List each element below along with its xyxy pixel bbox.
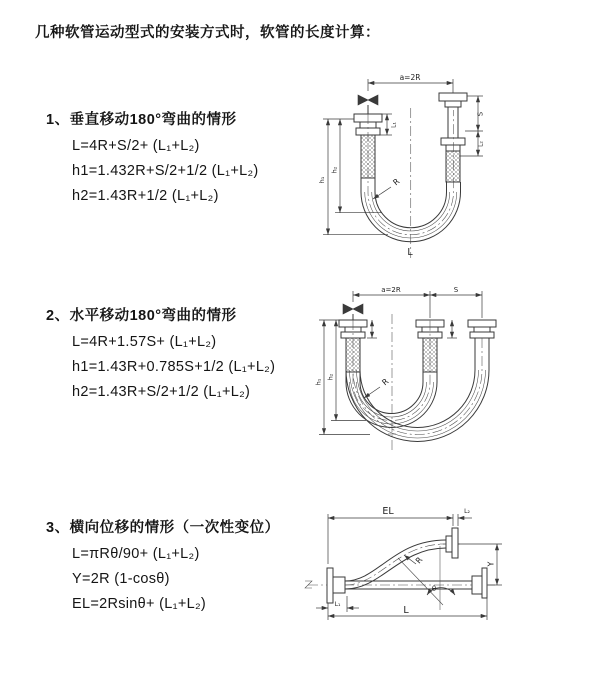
dim-label-l: L <box>403 605 409 616</box>
dim-label-h2: h₂ <box>330 166 339 174</box>
section-horizontal-motion <box>46 304 275 405</box>
d3-curved-hose <box>345 540 446 589</box>
d1-dim-h1-h2 <box>318 119 388 235</box>
radius-label: R <box>391 176 402 188</box>
d1-dim-a2r <box>368 73 453 93</box>
d3-angle-theta <box>398 546 455 610</box>
radius-label: R <box>380 376 391 388</box>
d1-dim-l1 <box>380 114 398 135</box>
d1-radius-leader <box>373 177 402 199</box>
diagram-lateral-displacement <box>300 498 600 640</box>
dim-label-a2r: a=2R <box>381 286 401 294</box>
section-1-heading: 1、垂直移动180°弯曲的情形 <box>46 112 237 128</box>
formula-line: L=4R+S/2+ (L₁+L₂) <box>72 138 200 154</box>
formula-line: h2=1.43R+1/2 (L₁+L₂) <box>72 188 219 204</box>
d3-top-flange <box>446 528 458 558</box>
dim-label-h1: h₁ <box>314 378 323 386</box>
dim-label-h1: h₁ <box>318 176 326 184</box>
formula-line: h1=1.432R+S/2+1/2 (L₁+L₂) <box>72 163 259 179</box>
d3-left-flange <box>327 568 345 603</box>
section-lateral-displacement <box>46 516 280 617</box>
formula-line: L=4R+1.57S+ (L₁+L₂) <box>72 334 217 350</box>
dim-label-h2: h₂ <box>326 373 335 381</box>
dim-label-l1: L₁ <box>334 601 341 608</box>
d3-dim-l <box>328 598 487 620</box>
d2-radius-leader <box>364 377 391 398</box>
d2-centerlines <box>388 314 396 450</box>
diagram-horizontal-180-bend <box>308 282 600 456</box>
dim-label-el: EL <box>382 506 394 517</box>
d3-dim-el-l2 <box>328 506 472 564</box>
page-title: 几种软管运动型式的安装方式时，软管的长度计算： <box>35 25 380 41</box>
angle-label: θ <box>431 585 437 593</box>
d1-right-fitting <box>439 93 467 182</box>
dim-label-l2: L₂ <box>477 141 485 147</box>
d3-straight-pipe <box>345 568 487 598</box>
dim-label-s: S <box>476 111 485 117</box>
dim-label-l1: L₁ <box>390 122 398 128</box>
d1-centerlines <box>406 108 416 258</box>
d3-dim-l1 <box>316 596 359 612</box>
formula-line: EL=2Rsinθ+ (L₁+L₂) <box>72 596 207 612</box>
d2-valve-icon <box>343 304 363 320</box>
d1-valve-icon <box>358 95 378 114</box>
dim-label-s: S <box>453 286 459 294</box>
d3-radius-leader <box>404 555 425 565</box>
dim-label-l2: L₂ <box>464 508 470 515</box>
formula-line: Y=2R (1-cosθ) <box>72 571 170 587</box>
d2-right-fitting <box>468 320 496 338</box>
d2-dim-a2r-s <box>353 286 482 318</box>
dim-label-a2r: a=2R <box>399 73 421 82</box>
d1-dim-s-l2 <box>460 96 485 156</box>
d2-hose-position2 <box>346 338 489 441</box>
dim-label-y: Y <box>486 561 496 567</box>
section-3-heading: 3、横向位移的情形（一次性变位） <box>46 520 280 536</box>
section-2-heading: 2、水平移动180°弯曲的情形 <box>46 308 237 324</box>
length-label: L <box>407 247 413 258</box>
radius-label: R <box>413 555 425 566</box>
formula-line: h2=1.43R+S/2+1/2 (L₁+L₂) <box>72 384 251 400</box>
formula-line: L=πRθ/90+ (L₁+L₂) <box>72 546 200 562</box>
formula-line: h1=1.43R+0.785S+1/2 (L₁+L₂) <box>72 359 276 375</box>
diagram-vertical-180-bend <box>310 70 595 266</box>
section-vertical-motion <box>46 108 259 209</box>
